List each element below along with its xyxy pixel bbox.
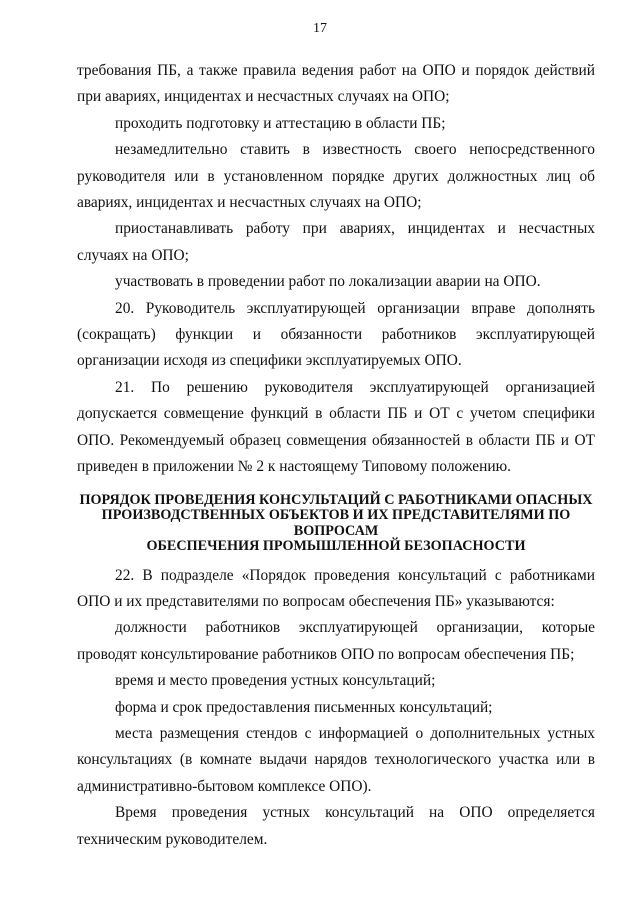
paragraph-list-time-place: время и место проведения устных консультаций; — [115, 672, 436, 690]
paragraph-item-22: 22. В подразделе «Порядок проведения консультаций с работниками ОПО и их представителями по вопросам обеспечения ПБ» указываются: — [77, 566, 595, 610]
section-heading-line: ПОРЯДОК ПРОВЕДЕНИЯ КОНСУЛЬТАЦИЙ С РАБОТНИКАМИ ОПАСНЫХ — [79, 491, 593, 508]
paragraph-item-20: 20. Руководитель эксплуатирующей организации вправе дополнять (сокращать) функции и обязанности работников эксплуатирующей организации исходя из специфики эксплуатируемых ОПО. — [77, 299, 595, 370]
paragraph-list-written-form: форма и срок предоставления письменных консультаций; — [115, 698, 493, 716]
paragraph-list-stands: места размещения стендов с информацией о дополнительных устных консультациях (в комнате выдачи нарядов технологического участка или в административно-бытовом комплексе ОПО). — [77, 724, 595, 795]
section-heading-line: ПРОИЗВОДСТВЕННЫХ ОБЪЕКТОВ И ИХ ПРЕДСТАВИТЕЛЯМИ ПО ВОПРОСАМ — [101, 507, 571, 539]
paragraph-duty-suspend: приостанавливать работу при авариях, инцидентах и несчастных случаях на ОПО; — [77, 220, 595, 264]
paragraph-continuation: требования ПБ, а также правила ведения работ на ОПО и порядок действий при авариях, инцидентах и несчастных случаях на ОПО; — [77, 62, 595, 106]
page-number: 17 — [313, 21, 327, 36]
document-body — [77, 58, 595, 853]
paragraph-item-21: 21. По решению руководителя эксплуатирующей организацией допускается совмещение функций в области ПБ и ОТ с учетом специфики ОПО. Рекомендуемый образец совмещения обязанностей в области ПБ и ОТ приведен в приложении № 2 к настоящему Типовому положению. — [77, 378, 595, 476]
paragraph-duty-localize: участвовать в проведении работ по локализации аварии на ОПО. — [115, 273, 541, 291]
paragraph-list-positions: должности работников эксплуатирующей организации, которые проводят консультирование работников ОПО по вопросам обеспечения ПБ; — [77, 619, 595, 663]
section-heading-line: ОБЕСПЕЧЕНИЯ ПРОМЫШЛЕННОЙ БЕЗОПАСНОСТИ — [146, 538, 526, 554]
section-heading — [77, 493, 595, 555]
paragraph-duty-notify: незамедлительно ставить в известность своего непосредственного руководителя или в установленном порядке других должностных лиц об авариях, инцидентах и несчастных случаях на ОПО; — [77, 141, 595, 212]
paragraph-duty-training: проходить подготовку и аттестацию в области ПБ; — [115, 114, 446, 132]
paragraph-consult-time: Время проведения устных консультаций на ОПО определяется техническим руководителем. — [77, 804, 595, 848]
